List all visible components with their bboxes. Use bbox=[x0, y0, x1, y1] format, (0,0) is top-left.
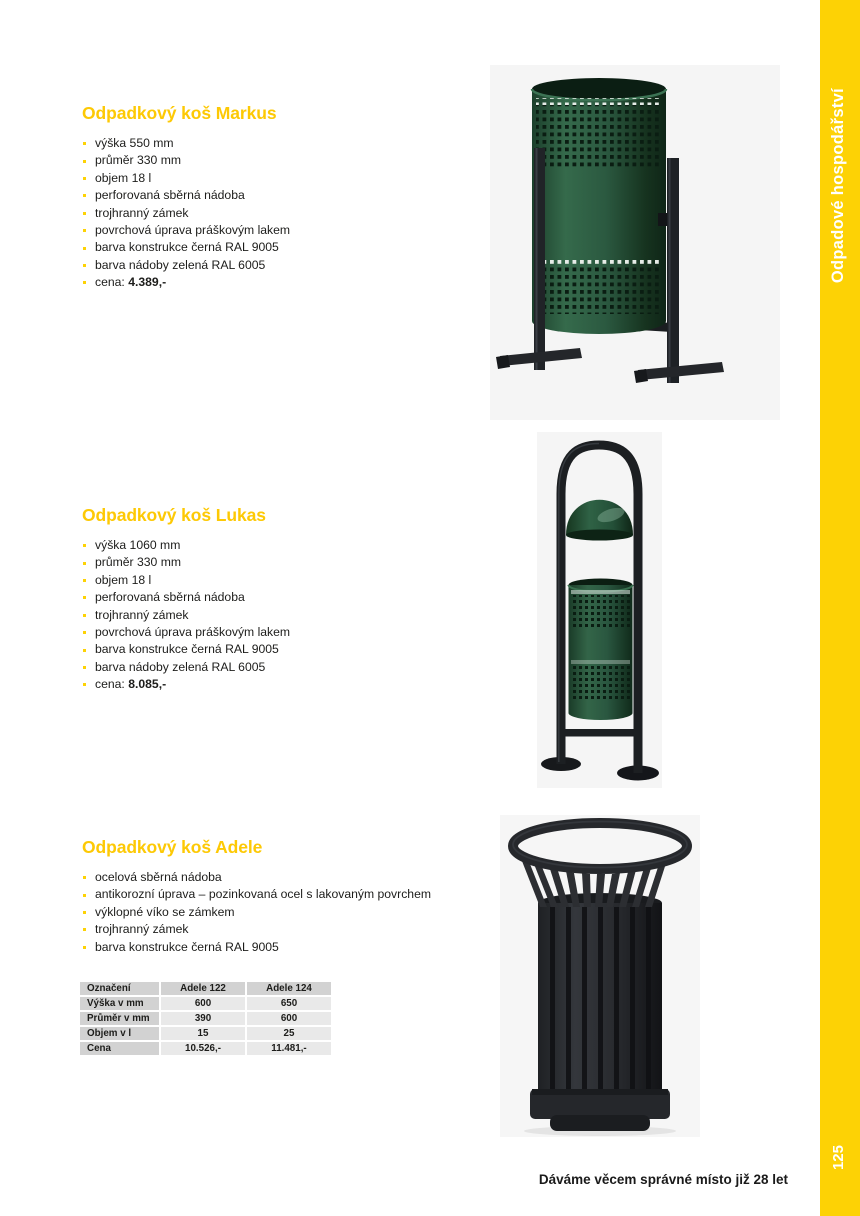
product-section-markus bbox=[82, 103, 444, 292]
product-section-adele bbox=[82, 837, 444, 956]
spec-item: trojhranný zámek bbox=[82, 205, 444, 222]
table-row-label: Průměr v mm bbox=[80, 1011, 160, 1026]
table-row-label: Výška v mm bbox=[80, 996, 160, 1011]
spec-list-markus bbox=[82, 135, 444, 292]
spec-list-adele bbox=[82, 869, 444, 956]
category-sidebar bbox=[820, 0, 860, 1216]
table-header-variant: Adele 122 bbox=[160, 982, 246, 996]
table-header-variant: Adele 124 bbox=[246, 982, 332, 996]
spec-item: trojhranný zámek bbox=[82, 607, 444, 624]
page-number: 125 bbox=[830, 1144, 847, 1170]
spec-item: ocelová sběrná nádoba bbox=[82, 869, 444, 886]
spec-item: objem 18 l bbox=[82, 572, 444, 589]
table-cell: 15 bbox=[160, 1026, 246, 1041]
spec-item: výklopné víko se zámkem bbox=[82, 904, 444, 921]
spec-item: perforovaná sběrná nádoba bbox=[82, 187, 444, 204]
table-cell: 600 bbox=[246, 1011, 332, 1026]
table-header-label: Označení bbox=[80, 982, 160, 996]
spec-item: průměr 330 mm bbox=[82, 152, 444, 169]
spec-item: průměr 330 mm bbox=[82, 554, 444, 571]
spec-item: objem 18 l bbox=[82, 170, 444, 187]
spec-price: 4.389,- bbox=[128, 275, 167, 290]
product-title-adele: Odpadkový koš Adele bbox=[82, 837, 263, 857]
spec-item: perforovaná sběrná nádoba bbox=[82, 589, 444, 606]
spec-price: 8.085,- bbox=[128, 677, 167, 692]
spec-item: povrchová úprava práškovým lakem bbox=[82, 624, 444, 641]
spec-item: trojhranný zámek bbox=[82, 921, 444, 938]
spec-item: povrchová úprava práškovým lakem bbox=[82, 222, 444, 239]
spec-list-lukas bbox=[82, 537, 444, 694]
table-row-label: Objem v l bbox=[80, 1026, 160, 1041]
spec-item: barva konstrukce černá RAL 9005 bbox=[82, 239, 444, 256]
table-cell: 650 bbox=[246, 996, 332, 1011]
table-cell: 600 bbox=[160, 996, 246, 1011]
product-title-markus: Odpadkový koš Markus bbox=[82, 103, 277, 123]
spec-item: barva konstrukce černá RAL 9005 bbox=[82, 641, 444, 658]
spec-item: cena: 8.085,- bbox=[82, 676, 444, 693]
adele-price-table bbox=[80, 982, 333, 1057]
spec-item: cena: 4.389,- bbox=[82, 274, 444, 291]
product-image-adele bbox=[500, 815, 700, 1137]
spec-item: barva nádoby zelená RAL 6005 bbox=[82, 659, 444, 676]
table-cell: 11.481,- bbox=[246, 1041, 332, 1056]
table-cell: 390 bbox=[160, 1011, 246, 1026]
product-image-markus bbox=[490, 65, 780, 420]
category-label: Odpadové hospodářství bbox=[829, 88, 847, 284]
spec-item: barva nádoby zelená RAL 6005 bbox=[82, 257, 444, 274]
product-section-lukas bbox=[82, 505, 444, 694]
spec-item: barva konstrukce černá RAL 9005 bbox=[82, 939, 444, 956]
spec-item: antikorozní úprava – pozinkovaná ocel s lakovaným povrchem bbox=[82, 886, 444, 903]
spec-item: výška 550 mm bbox=[82, 135, 444, 152]
footer-slogan: Dáváme věcem správné místo již 28 let bbox=[538, 1172, 788, 1187]
product-image-lukas bbox=[537, 432, 662, 788]
table-cell: 25 bbox=[246, 1026, 332, 1041]
spec-item: výška 1060 mm bbox=[82, 537, 444, 554]
table-row-label: Cena bbox=[80, 1041, 160, 1056]
product-title-lukas: Odpadkový koš Lukas bbox=[82, 505, 266, 525]
table-cell: 10.526,- bbox=[160, 1041, 246, 1056]
